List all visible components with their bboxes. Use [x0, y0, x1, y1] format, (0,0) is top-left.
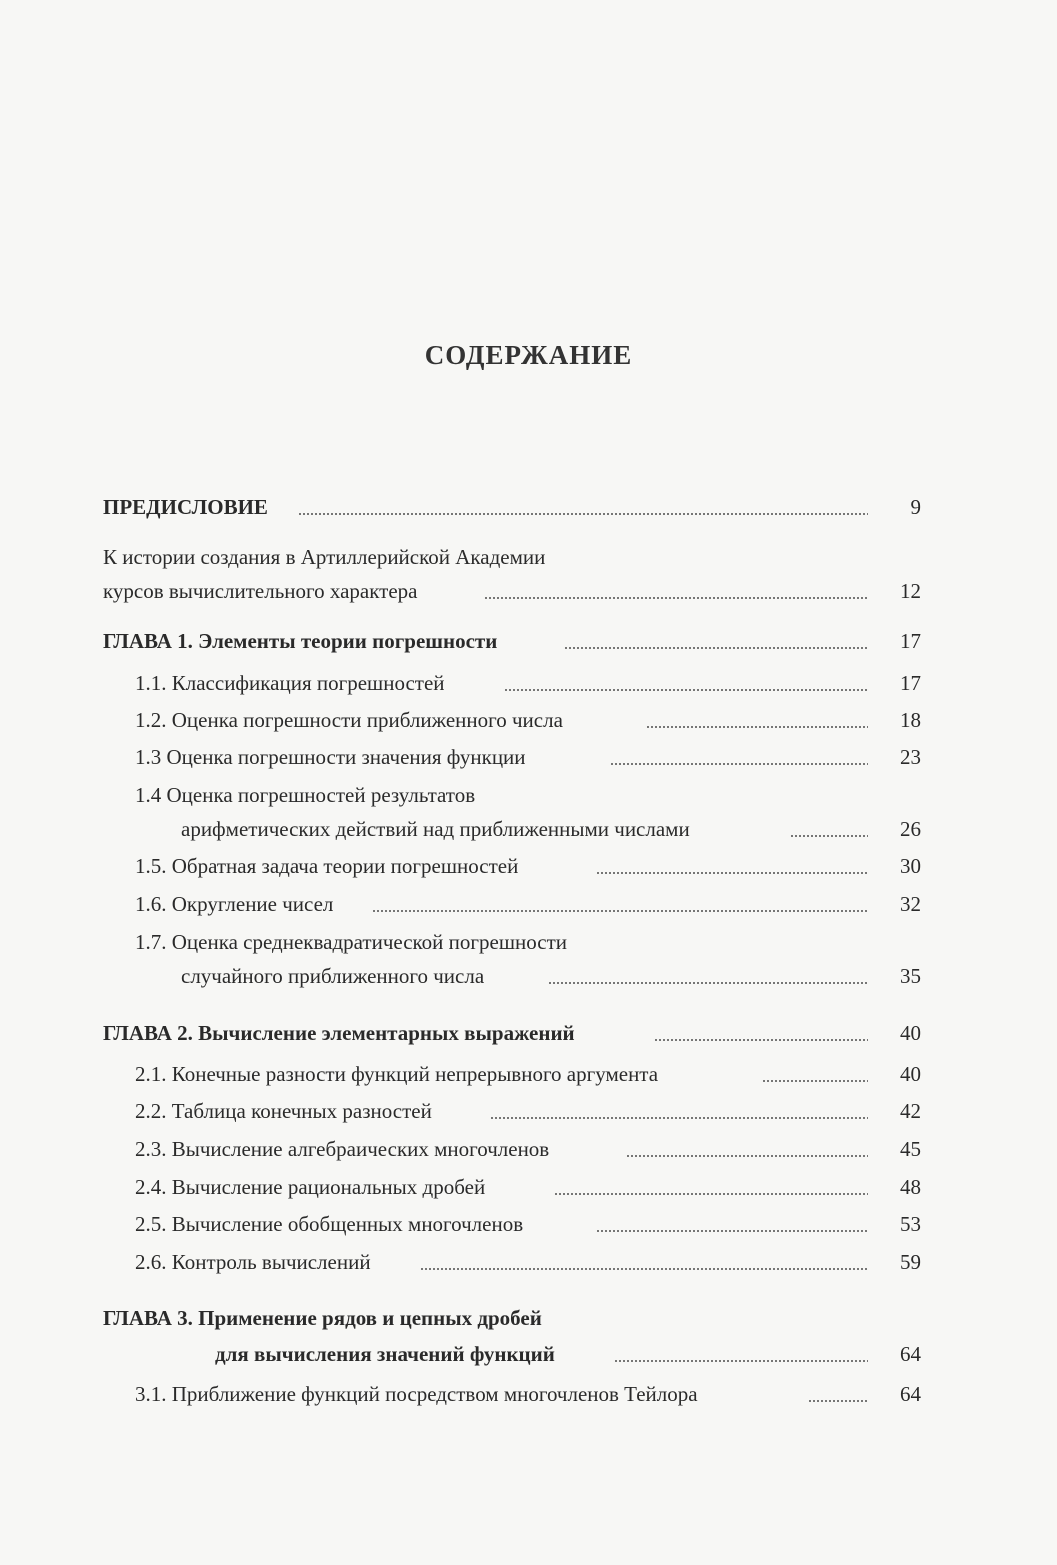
toc-entry [0, 849, 1057, 883]
toc-entry-title: 2.2. Таблица конечных разностей [135, 1099, 432, 1123]
toc-entry-page: 35 [900, 964, 921, 988]
toc-entry-title: ПРЕДИСЛОВИЕ [103, 495, 268, 519]
toc-entry-page: 42 [900, 1099, 921, 1123]
dot-leader [790, 835, 868, 837]
toc-entry-title: арифметических действий над приближенными числами [181, 817, 690, 841]
dot-leader [646, 726, 868, 728]
toc-entry-title: 2.3. Вычисление алгебраических многочленов [135, 1137, 550, 1161]
toc-entry-title: 1.6. Округление чисел [135, 892, 334, 916]
toc-entry [0, 740, 1057, 774]
toc-entry [0, 812, 1057, 846]
toc-entry [0, 703, 1057, 737]
toc-entry [0, 887, 1057, 921]
toc-entry-page: 40 [900, 1062, 921, 1086]
dot-leader [654, 1039, 868, 1041]
toc-entry-page: 45 [900, 1137, 921, 1161]
toc-entry-title: 2.4. Вычисление рациональных дробей [135, 1175, 486, 1199]
toc-entry-page: 64 [900, 1342, 921, 1366]
toc-entry [0, 490, 1057, 524]
toc-entry-page: 12 [900, 579, 921, 603]
toc-entry-title: 1.2. Оценка погрешности приближенного числа [135, 708, 563, 732]
dot-leader [484, 597, 868, 599]
dot-leader [298, 513, 868, 515]
page-title: СОДЕРЖАНИЕ [424, 340, 633, 370]
toc-entry [0, 1245, 1057, 1279]
toc-entry-title: ГЛАВА 2. Вычисление элементарных выражений [103, 1021, 575, 1045]
dot-leader [504, 689, 868, 691]
toc-entry-page: 18 [900, 708, 921, 732]
toc-entry-title-line1: ГЛАВА 3. Применение рядов и цепных дробей [103, 1306, 542, 1330]
dot-leader [626, 1155, 868, 1157]
dot-leader [808, 1400, 868, 1402]
toc-entry-title: случайного приближенного числа [181, 964, 485, 988]
toc-entry [0, 1337, 1057, 1371]
toc-entry-page: 17 [900, 629, 921, 653]
toc-entry [0, 666, 1057, 700]
toc-entry-title: курсов вычислительного характера [103, 579, 418, 603]
toc-entry-title: 2.1. Конечные разности функций непрерывного аргумента [135, 1062, 659, 1086]
toc-entry-title: 3.1. Приближение функций посредством многочленов Тейлора [135, 1382, 698, 1406]
toc-entry-title: 1.5. Обратная задача теории погрешностей [135, 854, 519, 878]
toc-entry-title-line1: 1.7. Оценка среднеквадратической погрешности [135, 930, 568, 954]
toc-entry-title-line1: К истории создания в Артиллерийской Академии [103, 545, 546, 569]
toc-entry-title: для вычисления значений функций [215, 1342, 555, 1366]
dot-leader [564, 647, 868, 649]
toc-entry [0, 1207, 1057, 1241]
toc-entry [0, 1170, 1057, 1204]
toc-entry-title: 1.1. Классификация погрешностей [135, 671, 445, 695]
toc-entry-page: 26 [900, 817, 921, 841]
toc-entry [0, 1057, 1057, 1091]
dot-leader [490, 1117, 868, 1119]
dot-leader [548, 982, 868, 984]
toc-entry-page: 23 [900, 745, 921, 769]
toc-entry [0, 778, 1057, 812]
dot-leader [420, 1268, 868, 1270]
toc-entry [0, 1301, 1057, 1335]
toc-entry-title-line1: 1.4 Оценка погрешностей результатов [135, 783, 476, 807]
toc-entry-page: 64 [900, 1382, 921, 1406]
toc-entry-page: 40 [900, 1021, 921, 1045]
dot-leader [554, 1193, 868, 1195]
toc-entry-page: 32 [900, 892, 921, 916]
toc-entry [0, 1094, 1057, 1128]
toc-entry-page: 48 [900, 1175, 921, 1199]
toc-entry [0, 624, 1057, 658]
toc-entry-title: 2.5. Вычисление обобщенных многочленов [135, 1212, 524, 1236]
dot-leader [596, 1230, 868, 1232]
dot-leader [372, 910, 868, 912]
dot-leader [596, 872, 868, 874]
dot-leader [762, 1080, 868, 1082]
toc-entry [0, 540, 1057, 574]
toc-entry-page: 30 [900, 854, 921, 878]
toc-entry-page: 53 [900, 1212, 921, 1236]
toc-entry-title: 2.6. Контроль вычислений [135, 1250, 371, 1274]
toc-entry-page: 9 [910, 495, 921, 519]
toc-entry-page: 17 [900, 671, 921, 695]
dot-leader [614, 1360, 868, 1362]
toc-entry [0, 1016, 1057, 1050]
toc-entry [0, 959, 1057, 993]
toc-entry [0, 1377, 1057, 1411]
toc-entry-title: 1.3 Оценка погрешности значения функции [135, 745, 526, 769]
toc-entry [0, 1132, 1057, 1166]
toc-entry [0, 574, 1057, 608]
toc-entry-title: ГЛАВА 1. Элементы теории погрешности [103, 629, 498, 653]
dot-leader [610, 763, 868, 765]
toc-entry [0, 925, 1057, 959]
toc-entry-page: 59 [900, 1250, 921, 1274]
